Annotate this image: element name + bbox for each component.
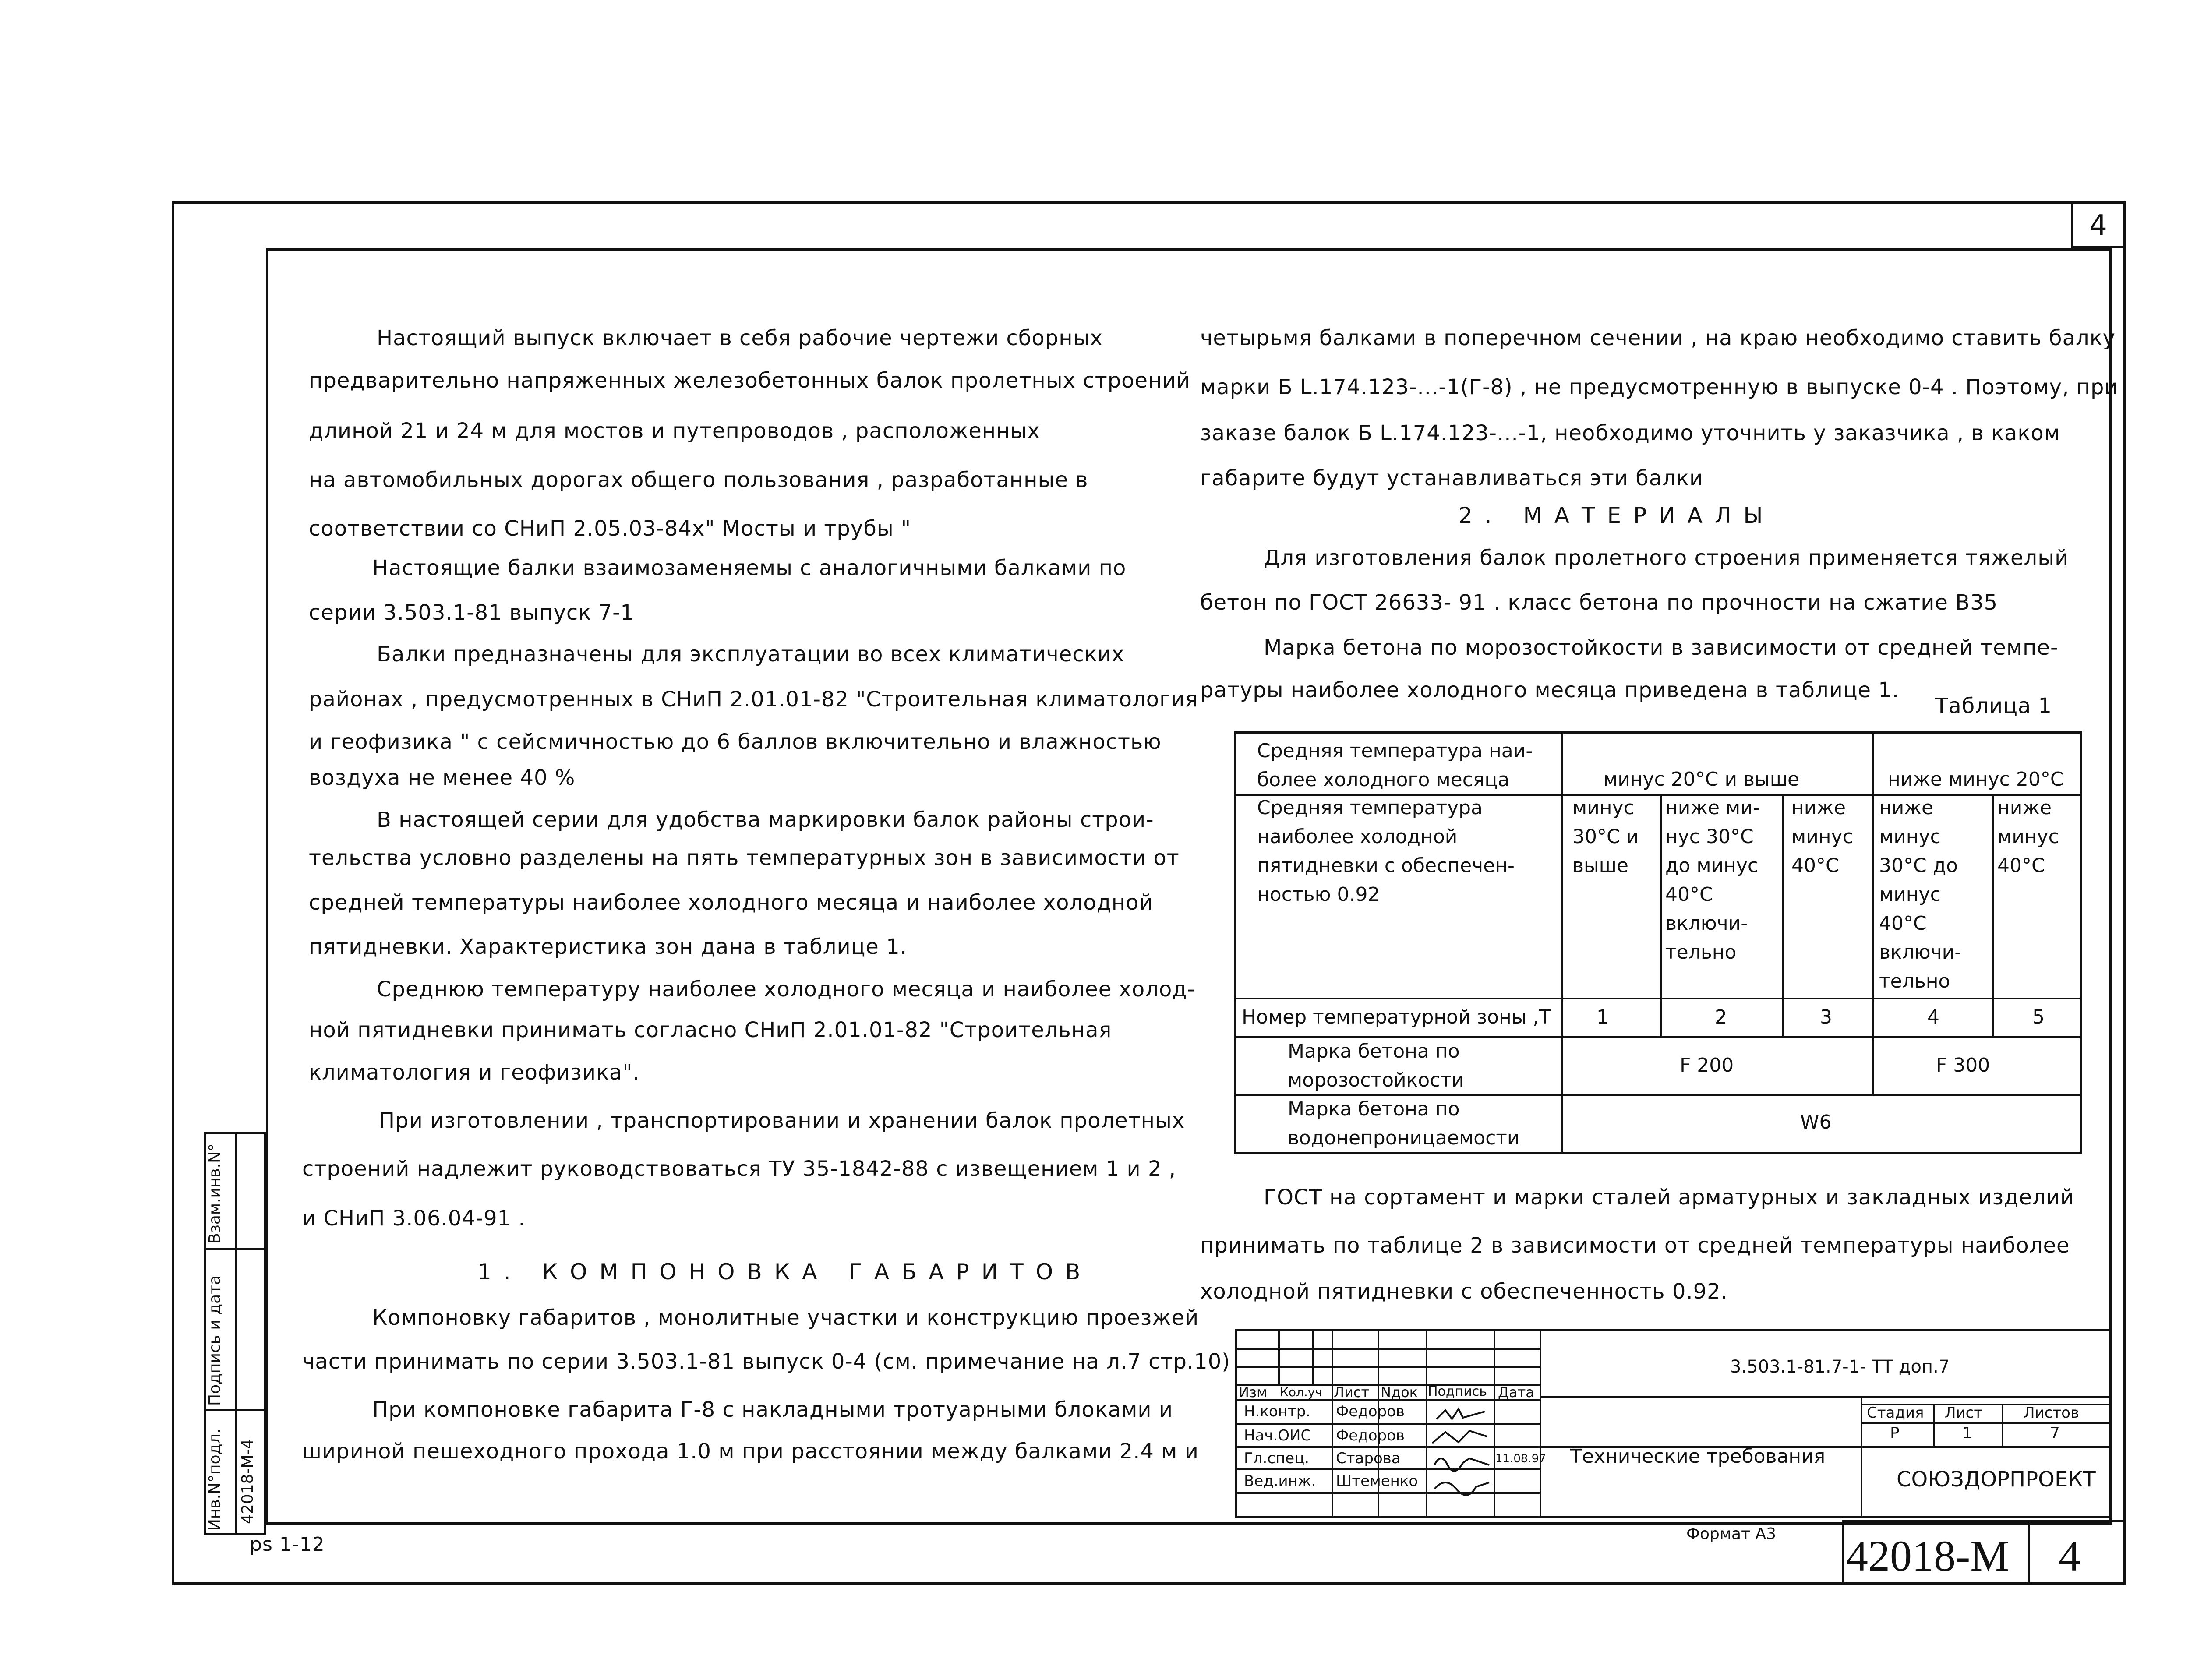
table-label: Марка бетона по водонепроницаемости bbox=[1288, 1098, 1520, 1149]
title-block-rule bbox=[1278, 1329, 1280, 1384]
tb-name: Федоров bbox=[1336, 1403, 1405, 1420]
tb-name: Штеменко bbox=[1336, 1472, 1418, 1490]
table-rule bbox=[1234, 998, 2082, 999]
left-line: Балки предназначены для эксплуатации во всех климатических bbox=[377, 642, 1125, 667]
page-number: 4 bbox=[2059, 1532, 2080, 1580]
table-rule bbox=[1992, 794, 1994, 1036]
tb-header-kolych: Кол.уч bbox=[1280, 1385, 1322, 1399]
title-block-rule bbox=[1332, 1329, 1333, 1518]
right-line: Для изготовления балок пролетного строения применяется тяжелый bbox=[1264, 546, 2069, 570]
drawing-number-rule bbox=[2028, 1520, 2030, 1585]
side-stamp-rule bbox=[204, 1248, 266, 1250]
right-line: Марка бетона по морозостойкости в зависимости от средней темпе- bbox=[1264, 635, 2059, 660]
right-line: габарите будут устанавливаться эти балки bbox=[1200, 466, 1704, 491]
table1-caption: Таблица 1 bbox=[1935, 694, 2052, 718]
tb-role: Н.контр. bbox=[1244, 1403, 1311, 1420]
table-label: Средняя температура наи- более холодного месяца bbox=[1257, 740, 1533, 791]
tb-header-izm: Изм bbox=[1239, 1384, 1268, 1401]
tb-header-list: Лист bbox=[1334, 1384, 1370, 1401]
left-line: тельства условно разделены на пять температурных зон в зависимости от bbox=[309, 846, 1180, 870]
title-block-rule bbox=[1312, 1329, 1314, 1384]
right-line: бетон по ГОСТ 26633- 91 . класс бетона по прочности на сжатие В35 bbox=[1200, 590, 1998, 615]
title-block-rule bbox=[1933, 1404, 1935, 1446]
table-cell: ниже ми- нус 30°С до минус 40°С включи- тельно bbox=[1665, 797, 1760, 964]
right-line: марки Б L.174.123-...-1(Г-8) , не предусмотренную в выпуске 0-4 . Поэтому, при bbox=[1200, 375, 2119, 399]
zone-number: 3 bbox=[1820, 1006, 1832, 1028]
side-stamp-rule bbox=[204, 1409, 266, 1411]
table-cell: ниже минус 40°С bbox=[1997, 797, 2059, 877]
tb-header-ndok: Nдок bbox=[1381, 1384, 1418, 1401]
left-line: ной пятидневки принимать согласно СНиП 2.01.01-82 "Строительная bbox=[309, 1018, 1112, 1042]
side-stamp-vzam: Взам.инв.N° bbox=[206, 1143, 224, 1244]
table-rule bbox=[1561, 731, 1563, 1154]
tb-role: Нач.ОИС bbox=[1244, 1427, 1311, 1444]
left-line: части принимать по серии 3.503.1-81 выпуск 0-4 (см. примечание на л.7 стр.10) bbox=[302, 1349, 1230, 1374]
tb-stage: Р bbox=[1890, 1424, 1900, 1442]
right-line: холодной пятидневки с обеспеченность 0.92. bbox=[1200, 1279, 1728, 1304]
section2-title: 2. МАТЕРИАЛЫ bbox=[1459, 503, 1775, 528]
side-stamp-podpis: Подпись и дата bbox=[206, 1275, 224, 1406]
tb-sheet: 1 bbox=[1962, 1424, 1972, 1442]
corner-sheet-box bbox=[2071, 201, 2126, 248]
left-line: При изготовлении , транспортировании и хранении балок пролетных bbox=[379, 1108, 1185, 1133]
tb-header-podpis: Подпись bbox=[1428, 1384, 1487, 1399]
table-group-a: минус 20°С и выше bbox=[1603, 768, 1800, 791]
title-block-rule bbox=[2002, 1404, 2003, 1446]
left-line: соответствии со СНиП 2.05.03-84х" Мосты и трубы " bbox=[309, 516, 911, 541]
table-cell: ниже минус 30°С до минус 40°С включи- тельно bbox=[1879, 797, 1962, 992]
table-label: Номер температурной зоны ,Т bbox=[1242, 1006, 1551, 1028]
tb-role: Вед.инж. bbox=[1244, 1472, 1316, 1490]
left-line: В настоящей серии для удобства маркировки балок районы строи- bbox=[377, 808, 1154, 832]
title-block-rule bbox=[1540, 1396, 2112, 1398]
format-label: Формат А3 bbox=[1686, 1525, 1777, 1543]
left-line: Настоящие балки взаимозаменяемы с аналогичными балками по bbox=[372, 556, 1127, 580]
right-line: четырьмя балками в поперечном сечении , на краю необходимо ставить балку bbox=[1200, 326, 2116, 350]
zone-number: 1 bbox=[1597, 1006, 1609, 1028]
left-line: воздуха не менее 40 % bbox=[309, 766, 576, 790]
zone-number: 2 bbox=[1715, 1006, 1727, 1028]
tb-doc-code: 3.503.1-81.7-1- ТТ доп.7 bbox=[1730, 1357, 1950, 1377]
footnote: ps 1-12 bbox=[250, 1533, 325, 1556]
side-stamp-inv-number: 42018-М-4 bbox=[239, 1439, 257, 1524]
tb-date: 11.08.97 bbox=[1495, 1452, 1546, 1465]
zone-number: 4 bbox=[1927, 1006, 1939, 1028]
drawing-number: 42018-М bbox=[1846, 1532, 2010, 1580]
tb-name: Федоров bbox=[1336, 1427, 1405, 1444]
corner-sheet-number: 4 bbox=[2089, 209, 2107, 242]
tb-role: Гл.спец. bbox=[1244, 1450, 1310, 1467]
table-rule bbox=[1872, 731, 1874, 1094]
water-grade: W6 bbox=[1800, 1111, 1832, 1133]
left-line: строений надлежит руководствоваться ТУ 35-1842-88 с извещением 1 и 2 , bbox=[302, 1157, 1176, 1181]
right-line: принимать по таблице 2 в зависимости от средней температуры наиболее bbox=[1200, 1233, 2070, 1258]
right-line: ГОСТ на сортамент и марки сталей арматурных и закладных изделий bbox=[1264, 1185, 2074, 1210]
left-line: районах , предусмотренных в СНиП 2.01.01-82 "Строительная климатология bbox=[309, 687, 1198, 712]
frost-grade-a: F 200 bbox=[1680, 1054, 1734, 1076]
left-line: на автомобильных дорогах общего пользования , разработанные в bbox=[309, 468, 1088, 492]
left-line: серии 3.503.1-81 выпуск 7-1 bbox=[309, 600, 634, 625]
tb-doc-title: Технические требования bbox=[1570, 1445, 1826, 1468]
left-line: Настоящий выпуск включает в себя рабочие чертежи сборных bbox=[377, 326, 1103, 350]
left-line: пятидневки. Характеристика зон дана в таблице 1. bbox=[309, 935, 907, 959]
left-line: и СНиП 3.06.04-91 . bbox=[302, 1206, 526, 1231]
left-line: Компоновку габаритов , монолитные участки и конструкцию проезжей bbox=[372, 1306, 1199, 1330]
table-cell: минус 30°С и выше bbox=[1572, 797, 1639, 877]
tb-sheet-label: Лист bbox=[1945, 1404, 1983, 1422]
tb-stage-label: Стадия bbox=[1867, 1404, 1924, 1422]
title-block-rule bbox=[1861, 1396, 1862, 1518]
title-block-rule bbox=[1540, 1329, 1541, 1518]
table-rule bbox=[1660, 794, 1662, 1036]
tb-organization: СОЮЗДОРПРОЕКТ bbox=[1897, 1467, 2096, 1492]
left-line: средней температуры наиболее холодного месяца и наиболее холодной bbox=[309, 890, 1153, 915]
title-block-rule bbox=[1426, 1329, 1427, 1518]
left-line: и геофизика " с сейсмичностью до 6 баллов включительно и влажностью bbox=[309, 730, 1162, 754]
table-group-b: ниже минус 20°С bbox=[1888, 768, 2064, 791]
zone-number: 5 bbox=[2032, 1006, 2045, 1028]
left-line: длиной 21 и 24 м для мостов и путепроводов , расположенных bbox=[309, 419, 1040, 443]
right-line: заказе балок Б L.174.123-...-1, необходимо уточнить у заказчика , в каком bbox=[1200, 421, 2060, 445]
tb-name: Старова bbox=[1336, 1450, 1401, 1467]
frost-grade-b: F 300 bbox=[1936, 1054, 1990, 1076]
tb-sheets-label: Листов bbox=[2024, 1404, 2080, 1422]
left-line: климатология и геофизика". bbox=[309, 1060, 640, 1085]
left-line: Среднюю температуру наиболее холодного месяца и наиболее холод- bbox=[377, 977, 1195, 1002]
table-label: Средняя температура наиболее холодной пятидневки с обеспечен- ностью 0.92 bbox=[1257, 797, 1515, 906]
table-label: Марка бетона по морозостойкости bbox=[1288, 1040, 1464, 1091]
tb-sheets: 7 bbox=[2050, 1424, 2060, 1442]
left-line: шириной пешеходного прохода 1.0 м при расстоянии между балками 2.4 м и bbox=[302, 1439, 1199, 1464]
side-stamp-inv: Инв.N°подл. bbox=[206, 1429, 224, 1531]
right-line: ратуры наиболее холодного месяца приведена в таблице 1. bbox=[1200, 678, 1900, 702]
left-line: предварительно напряженных железобетонных балок пролетных строений bbox=[309, 368, 1190, 393]
table-rule bbox=[1782, 794, 1784, 1036]
title-block-rule bbox=[1494, 1329, 1495, 1518]
section1-title: 1. КОМПОНОВКА ГАБАРИТОВ bbox=[477, 1259, 1093, 1285]
side-stamp-rule bbox=[235, 1132, 237, 1535]
left-line: При компоновке габарита Г-8 с накладными тротуарными блоками и bbox=[372, 1398, 1173, 1422]
tb-header-data: Дата bbox=[1498, 1384, 1534, 1401]
title-block-rule bbox=[1378, 1329, 1379, 1518]
signatures bbox=[1428, 1404, 1494, 1513]
table-cell: ниже минус 40°С bbox=[1791, 797, 1853, 877]
